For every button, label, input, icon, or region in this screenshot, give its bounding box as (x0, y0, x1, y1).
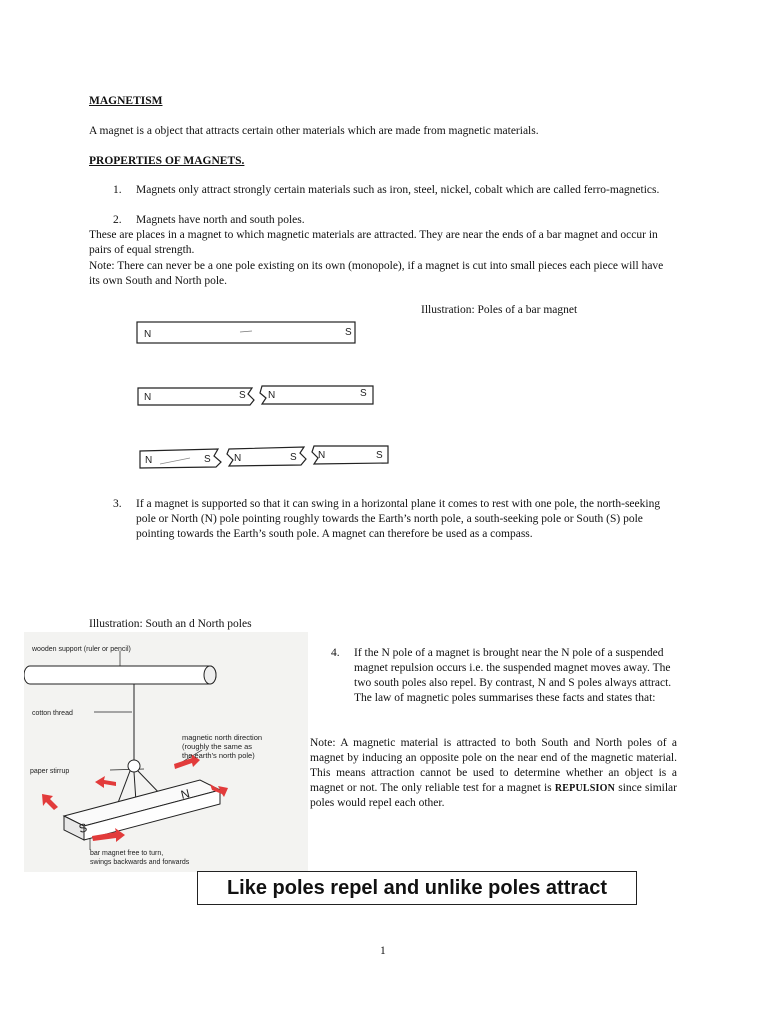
page-title: MAGNETISM (89, 95, 163, 107)
list-item-number: 4. (331, 647, 340, 659)
bar-magnet-whole (137, 322, 355, 343)
label-bar-free-2: swings backwards and forwards (90, 859, 190, 866)
pole-label-s: S (290, 452, 297, 463)
pole-label-s: S (360, 388, 367, 399)
repulsion-word: REPULSION (554, 783, 616, 794)
properties-heading: PROPERTIES OF MAGNETS. (89, 155, 245, 167)
bar-magnet-half-right (260, 386, 373, 404)
south-north-caption: Illustration: South an d North poles (89, 618, 252, 630)
pole-label-n: N (145, 455, 153, 466)
list-item-number: 3. (113, 498, 122, 510)
label-north-direction-1: magnetic north direction (182, 733, 263, 742)
list-item-text: If the N pole of a magnet is brought near the N pole of a suspended magnet repulsion occurs i.e. the suspended magnet moves away. The two south poles also repel. By contrast, N and S poles always attract. The law of magnetic poles summarises these facts and states that: (354, 647, 672, 704)
paper-stirrup (128, 760, 140, 772)
pole-label-n: N (318, 450, 326, 461)
list-item-number: 2. (113, 214, 122, 226)
label-bar-free-1: bar magnet free to turn, (90, 850, 164, 857)
pole-label-s: S (239, 390, 246, 401)
poles-paragraph: These are places in a magnet to which magnetic materials are attracted. They are near the ends of a bar magnet and occur in pairs of equal strength. (89, 229, 658, 256)
label-cotton-thread: cotton thread (32, 710, 73, 717)
list-item-text: If a magnet is supported so that it can swing in a horizontal plane it comes to rest with one pole, the north-seeking pole or North (N) pole pointing roughly towards the Earth’s north pole, a south-seeking pole or South (S) pole pointing towards the Earth’s south pole. A magnet can therefore be used as a compass. (136, 498, 661, 540)
list-item-number: 1. (113, 184, 122, 196)
suspended-magnet-diagram (24, 632, 308, 872)
diagram-pole-s: S (77, 820, 89, 836)
bar-magnet-caption: Illustration: Poles of a bar magnet (421, 304, 578, 316)
page-number: 1 (380, 945, 386, 957)
law-of-poles-box: Like poles repel and unlike poles attract (197, 871, 637, 905)
bar-magnets-illustration (130, 312, 400, 477)
monopole-note: Note: There can never be a one pole existing on its own (monopole), if a magnet is cut into small pieces each piece will have its own South and North pole. (89, 260, 664, 287)
bar-magnet-half-left (138, 388, 254, 405)
pole-label-s: S (345, 327, 352, 338)
pole-label-s: S (376, 450, 383, 461)
attraction-note-end: since similar poles would repel each other. (310, 782, 677, 809)
label-north-direction-2: (roughly the same as (182, 742, 253, 751)
attraction-note (310, 736, 677, 811)
pole-label-n: N (144, 329, 152, 340)
pole-label-n: N (268, 390, 276, 401)
label-north-direction-3: the earth's north pole) (182, 751, 255, 760)
wooden-support (24, 666, 216, 684)
pole-label-n: N (144, 392, 152, 403)
intro-paragraph: A magnet is a object that attracts certain other materials which are made from magnetic materials. (89, 125, 539, 137)
pole-label-s: S (204, 454, 211, 465)
list-item-text: Magnets only attract strongly certain materials such as iron, steel, nickel, cobalt which are called ferro-magnetics. (136, 184, 660, 196)
diagram-pole-n: N (179, 786, 192, 802)
attraction-note-text: Note: A magnetic material is attracted to both South and North poles of a magnet by inducing an opposite pole on the near end of the magnetic material. This means attraction cannot be used to determine whether an object is a magnet or not. The only reliable test for a magnet is (310, 737, 677, 794)
pole-label-n: N (234, 453, 242, 464)
label-paper-stirrup: paper stirrup (30, 768, 70, 775)
list-item-text: Magnets have north and south poles. (136, 214, 305, 226)
label-wooden-support: wooden support (ruler or pencil) (32, 646, 131, 653)
